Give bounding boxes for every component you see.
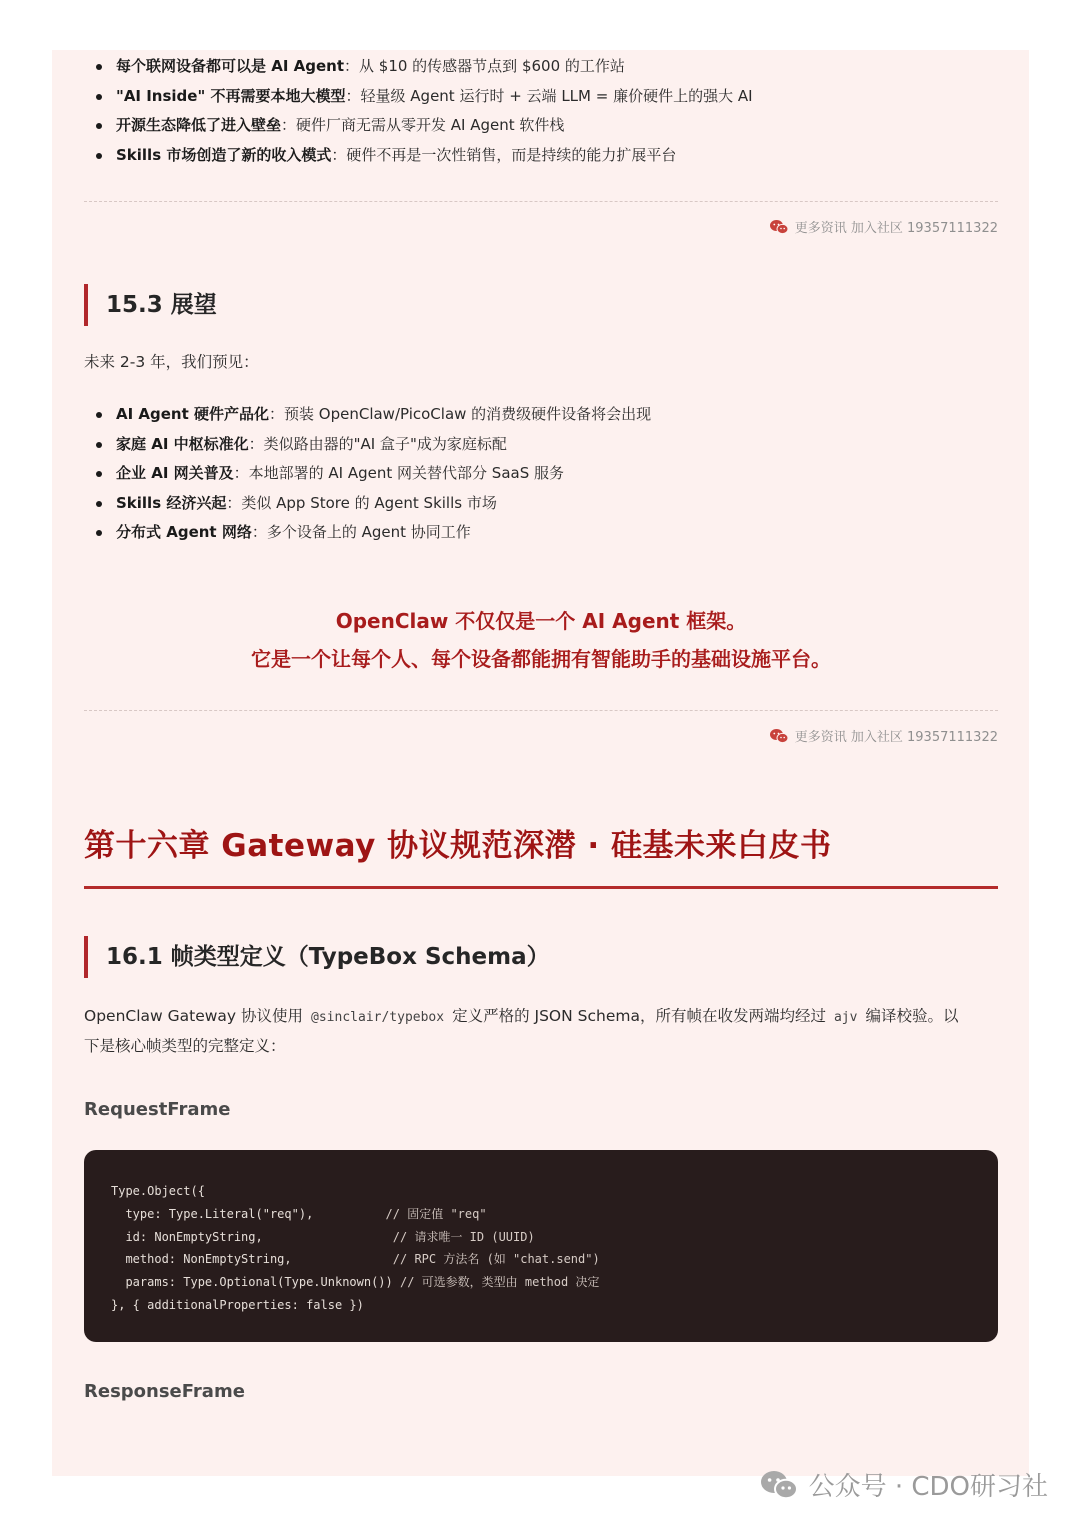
inline-code: ajv (833, 1010, 858, 1025)
community-note (769, 726, 998, 745)
list-item (84, 141, 998, 171)
inline-code: @sinclair/typebox (311, 1010, 445, 1025)
list-item (84, 518, 998, 548)
code-comment: // 固定值 "req" (385, 1206, 487, 1221)
bullet-text: ：本地部署的 AI Agent 网关替代部分 SaaS 服务 (233, 464, 564, 483)
bullet-text: ：从 $10 的传感器节点到 $600 的工作站 (344, 57, 625, 75)
list-item (84, 52, 998, 82)
community-note-text: 更多资讯 加入社区 19357111322 (794, 221, 998, 236)
bullet-text: ：类似 App Store 的 Agent Skills 市场 (226, 493, 497, 512)
bullet-text: ：轻量级 Agent 运行时 + 云端 LLM = 廉价硬件上的强大 AI (345, 86, 753, 105)
callout-line-2: 它是一个让每个人、每个设备都能拥有智能助手的基础设施平台。 (251, 647, 831, 671)
chapter-title: 第十六章 Gateway 协议规范深潜 · 硅基未来白皮书 (84, 828, 832, 864)
code-comment: // RPC 方法名 (如 "chat.send") (392, 1252, 600, 1267)
code-line (111, 1226, 971, 1249)
section-heading-16-1: 16.1 帧类型定义（TypeBox Schema） (84, 936, 550, 978)
code-line (111, 1203, 971, 1226)
section-intro: 未来 2-3 年，我们预见： (84, 353, 259, 371)
wechat-icon (769, 728, 789, 744)
community-note-text: 更多资讯 加入社区 19357111322 (794, 730, 998, 745)
code-text: Type.Object({ (111, 1184, 205, 1198)
top-bullet-list (84, 52, 998, 170)
bullet-bold: 每个联网设备都可以是 AI Agent (116, 57, 345, 75)
bullet-bold: AI Agent 硬件产品化 (116, 405, 270, 423)
bullet-text: ：预装 OpenClaw/PicoClaw 的消费级硬件设备将会出现 (269, 405, 652, 423)
callout-line-1: OpenClaw 不仅仅是一个 AI Agent 框架。 (335, 609, 747, 633)
code-comment: // 可选参数，类型由 method 决定 (399, 1275, 600, 1290)
wechat-icon (759, 1469, 799, 1501)
code-line (111, 1294, 971, 1317)
response-frame-heading: ResponseFrame (84, 1381, 245, 1402)
code-text: type: Type.Literal("req"), (111, 1206, 386, 1221)
bullet-bold: Skills 市场创造了新的收入模式 (116, 145, 332, 164)
section-paragraph (84, 1002, 998, 1061)
bullet-bold: Skills 经济兴起 (116, 493, 227, 512)
list-item (84, 82, 998, 112)
watermark-text: 公众号 · CDO研习社 (808, 1472, 1048, 1502)
request-frame-code-block (84, 1150, 998, 1342)
wechat-watermark (759, 1466, 1048, 1503)
list-item (84, 430, 998, 460)
paragraph-text: 定义严格的 JSON Schema，所有帧在收发两端均经过 (452, 1007, 826, 1025)
paragraph-line-1 (84, 1002, 998, 1032)
bullet-text: ：类似路由器的"AI 盒子"成为家庭标配 (248, 434, 507, 453)
outlook-bullet-list (84, 400, 998, 548)
paragraph-text: OpenClaw Gateway 协议使用 (84, 1007, 304, 1025)
bullet-text: ：多个设备上的 Agent 协同工作 (251, 523, 471, 542)
chapter-rule (84, 886, 998, 889)
bullet-bold: 开源生态降低了进入壁垒 (116, 116, 282, 135)
code-text: method: NonEmptyString, (111, 1252, 393, 1267)
wechat-icon (769, 219, 789, 235)
paragraph-line-2: 下是核心帧类型的完整定义： (84, 1037, 286, 1055)
bullet-bold: "AI Inside" 不再需要本地大模型 (116, 86, 346, 105)
bullet-text: ：硬件厂商无需从零开发 AI Agent 软件栈 (281, 116, 565, 135)
request-frame-heading: RequestFrame (84, 1099, 231, 1120)
code-text: }, { additionalProperties: false }) (111, 1297, 364, 1312)
code-line (111, 1271, 971, 1294)
document-page (52, 50, 1029, 1476)
list-item (84, 459, 998, 489)
community-note (769, 217, 998, 236)
code-text: id: NonEmptyString, (111, 1229, 393, 1244)
code-comment: // 请求唯一 ID (UUID) (392, 1229, 535, 1244)
bullet-bold: 分布式 Agent 网络 (116, 523, 252, 542)
code-line (111, 1248, 971, 1271)
bullet-text: ：硬件不再是一次性销售，而是持续的能力扩展平台 (331, 145, 677, 164)
list-item (84, 111, 998, 141)
bullet-bold: 企业 AI 网关普及 (116, 464, 234, 483)
bullet-bold: 家庭 AI 中枢标准化 (116, 434, 249, 453)
code-text: params: Type.Optional(Type.Unknown()) (111, 1275, 400, 1290)
closing-callout (84, 602, 998, 678)
dashed-divider (84, 710, 998, 711)
paragraph-text: 编译校验。以 (865, 1007, 959, 1025)
code-line (111, 1180, 971, 1203)
list-item (84, 400, 998, 430)
list-item (84, 489, 998, 519)
dashed-divider (84, 201, 998, 202)
section-heading-15-3: 15.3 展望 (84, 284, 217, 326)
